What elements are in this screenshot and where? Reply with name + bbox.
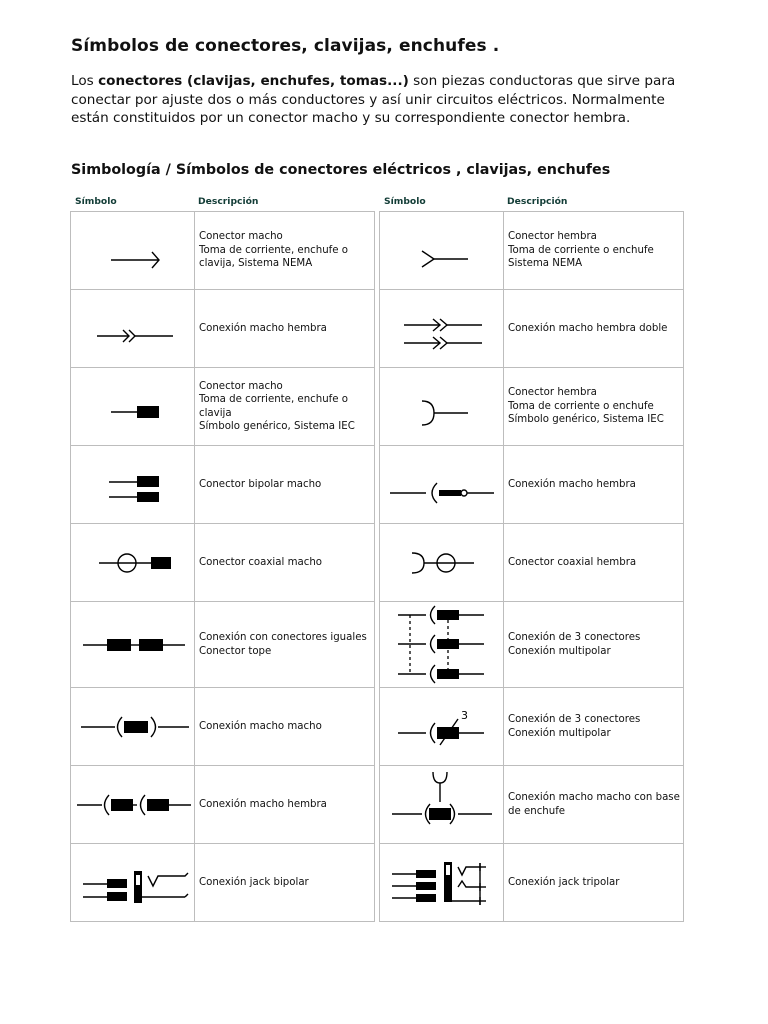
description-line: Conector bipolar macho [199,478,322,490]
female-connector-iec-icon [382,377,502,437]
description-line: Conexión de 3 conectores [508,714,641,726]
description-cell [195,688,375,766]
male-connector-arrow-icon [73,221,193,281]
page-title: Símbolos de conectores, clavijas, enchufes . [71,36,500,56]
symbol-cell [380,524,504,602]
table-row [380,688,684,766]
description-line: Toma de corriente, enchufe o clavija [199,394,348,419]
table-row [71,212,375,290]
table-row [71,290,375,368]
bipolar-male-connector-icon [73,455,193,515]
description-cell [195,290,375,368]
table-row [71,524,375,602]
description-line: Conexión multipolar [508,727,611,739]
male-female-pin-connection-icon [382,455,502,515]
male-male-socket-base-connection-icon [382,768,502,842]
three-connectors-multipolar-icon [382,603,502,687]
description-line: Conector coaxial hembra [508,556,637,568]
description-cell [195,766,375,844]
description-line: Conexión de 3 conectores [508,632,641,644]
table-row [71,766,375,844]
description-line: Conector hembra [508,231,597,243]
description-cell [504,524,684,602]
symbol-cell [380,688,504,766]
description-cell [504,290,684,368]
description-line: Conexión multipolar [508,645,611,657]
coaxial-male-connector-icon [73,533,193,593]
pole-count-label: 3 [460,708,468,722]
description-line: Toma de corriente, enchufe o clavija, Sistema NEMA [199,244,348,270]
description-line: Conexión jack tripolar [508,876,620,888]
table-row [71,446,375,524]
table-row [380,446,684,524]
description-line: Conector tope [199,645,272,657]
right-symbol-table [379,211,684,922]
female-connector-fork-icon [382,221,502,281]
intro-text-end: son piezas conductoras que sirve para conectar por ajuste dos o más conductores y así unir circuitos eléctricos. Normalmente están constituidos por un conector macho y su correspondiente conector hembra. [71,73,676,127]
description-cell [195,212,375,290]
description-cell [504,766,684,844]
intro-paragraph [71,72,691,128]
description-cell [195,844,375,922]
symbol-cell [380,368,504,446]
double-male-female-connection-icon [382,299,502,359]
description-cell [504,602,684,688]
intro-bold-text: conectores (clavijas, enchufes, tomas...) [98,73,409,89]
table-row [380,368,684,446]
description-line: Conexión con conectores iguales [199,632,367,644]
table-row [71,844,375,922]
description-line: Sistema NEMA [508,258,583,270]
table-row [380,602,684,688]
three-connectors-multipolar-compact-icon [382,697,502,757]
right-description-header: Descripción [507,196,568,207]
symbol-cell [71,446,195,524]
description-cell [504,446,684,524]
symbol-cell [380,844,504,922]
symbol-cell [71,368,195,446]
male-female-connection-icon [73,299,193,359]
symbol-cell [380,446,504,524]
description-cell [504,688,684,766]
description-line: Conector macho [199,380,283,392]
symbol-cell [71,602,195,688]
description-line: Conexión macho macho con base de enchufe [508,792,680,817]
left-symbol-table [70,211,375,922]
description-line: Conexión macho macho [199,720,322,732]
description-cell [195,524,375,602]
table-row [380,766,684,844]
symbol-cell [380,212,504,290]
description-line: Conexión macho hembra [199,322,327,334]
table-row [380,212,684,290]
description-line: Toma de corriente o enchufe [508,400,654,412]
description-line: Conexión jack bipolar [199,876,309,888]
symbol-cell [71,212,195,290]
section-subtitle: Simbología / Símbolos de conectores eléctricos , clavijas, enchufes [71,162,611,178]
symbol-cell [71,688,195,766]
description-line: Conexión macho hembra [508,478,636,490]
symbol-cell [380,766,504,844]
description-line: Conexión macho hembra [199,798,327,810]
description-line: Símbolo genérico, Sistema IEC [508,414,664,426]
description-cell [504,212,684,290]
table-row [71,688,375,766]
male-connector-iec-icon [73,377,193,437]
description-line: Conector coaxial macho [199,556,323,568]
description-line: Toma de corriente o enchufe [508,244,654,256]
description-cell [504,844,684,922]
right-symbol-header: Símbolo [384,196,426,207]
symbol-cell [71,290,195,368]
description-cell [195,446,375,524]
description-cell [195,602,375,688]
equal-connectors-connection-icon [73,615,193,675]
bipolar-jack-connection-icon [73,853,193,913]
symbol-cell [71,766,195,844]
symbol-cell [71,844,195,922]
description-cell [195,368,375,446]
tripolar-jack-connection-icon [382,853,502,913]
male-male-connection-icon [73,697,193,757]
table-row [380,290,684,368]
coaxial-female-connector-icon [382,533,502,593]
symbol-cell [380,290,504,368]
symbol-cell [71,524,195,602]
table-row [71,602,375,688]
table-row [380,844,684,922]
left-description-header: Descripción [198,196,259,207]
description-line: Conector macho [199,231,283,243]
table-row [71,368,375,446]
intro-text-start: Los [71,73,99,89]
description-cell [504,368,684,446]
description-line: Símbolo genérico, Sistema IEC [199,420,355,432]
left-symbol-header: Símbolo [75,196,117,207]
description-line: Conexión macho hembra doble [508,322,668,334]
male-female-connection-iec-icon [73,775,193,835]
table-row [380,524,684,602]
description-line: Conector hembra [508,387,597,399]
symbol-cell [380,602,504,688]
